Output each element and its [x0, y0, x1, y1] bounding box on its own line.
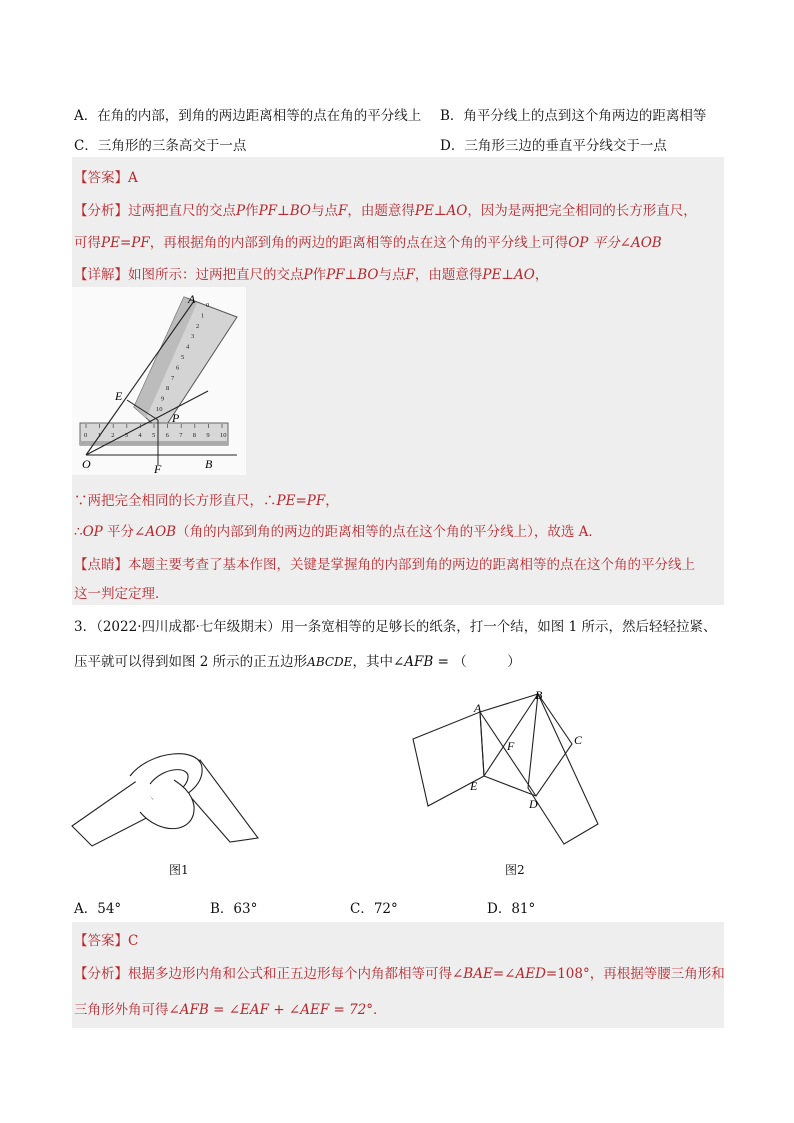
q2-option-d: D．三角形三边的垂直平分线交于一点 — [440, 138, 667, 154]
var: PE=PF — [101, 235, 150, 251]
ruler-tick-label: 10 — [156, 406, 163, 413]
var: ∠BAE=∠AED — [452, 966, 546, 982]
q2-analysis-line-1 — [74, 199, 697, 219]
analysis-tag: 【分析】 — [74, 203, 128, 219]
text: 根据多边形内角和公式和正五边形每个内角都相等可得 — [128, 966, 452, 982]
label-e: E — [470, 779, 478, 793]
text: ， — [325, 493, 339, 509]
text: ， — [534, 267, 549, 283]
ruler-tick-label: 2 — [196, 322, 200, 330]
text: ． — [373, 1002, 387, 1018]
ruler-tick-label: 0 — [206, 302, 210, 309]
q2-detail-line — [74, 263, 548, 283]
text: ∴ — [74, 524, 83, 540]
ruler-tick-label: 6 — [176, 364, 180, 372]
ruler-tick-label: 4 — [138, 432, 142, 439]
ruler-tick-label: 5 — [181, 354, 185, 361]
label-f: F — [507, 739, 515, 753]
answer-value: A — [128, 170, 138, 186]
var: P — [236, 203, 246, 219]
text: 可得 — [74, 235, 101, 251]
var: F — [337, 203, 348, 219]
q2-because-line — [74, 489, 339, 509]
var: PF⊥BO — [258, 203, 311, 219]
q2-therefore-line — [74, 520, 602, 540]
q3-analysis-line-2 — [74, 998, 387, 1018]
analysis-tag: 【分析】 — [74, 966, 128, 982]
label-a: A — [188, 292, 196, 306]
var: PF⊥BO — [326, 267, 379, 283]
label-b: B — [535, 688, 543, 702]
figure-1-caption: 图1 — [169, 863, 189, 877]
text: ，再根据角的内部到角的两边的距离相等的点在这个角的平分线上可得 — [149, 235, 569, 251]
text: 与点 — [310, 203, 338, 219]
ruler-diagram-svg — [72, 287, 246, 475]
point-tag: 【点睛】 — [74, 557, 128, 573]
var: F — [405, 267, 415, 283]
ruler-tick-label: 8 — [166, 385, 170, 393]
var: P — [303, 267, 313, 283]
text: ，其中 — [352, 654, 393, 670]
text: 平分 — [102, 524, 135, 540]
q2-point-line-1 — [74, 553, 695, 573]
label-d: D — [529, 797, 538, 811]
text: 作 — [312, 267, 327, 283]
var: PE⊥AO — [414, 203, 468, 219]
text: 与点 — [378, 267, 406, 283]
text: ，由题意得 — [414, 267, 483, 283]
q2-analysis-line-2 — [74, 231, 662, 251]
q3-analysis-line-1 — [74, 962, 725, 982]
var: PE⊥AO — [482, 267, 535, 283]
text: 三角形外角可得 — [74, 1002, 169, 1018]
text: 压平就可以得到如图 2 所示的正五边形 — [74, 654, 308, 670]
label-e: E — [115, 389, 123, 403]
var: ∠AFB = ∠EAF + ∠AEF = 72° — [168, 1002, 374, 1018]
q2-point-line-2: 这一判定定理． — [74, 586, 169, 602]
q2-answer-line — [74, 166, 138, 186]
figure-2-caption: 图2 — [505, 863, 525, 877]
ruler-tick-label: 2 — [111, 432, 115, 439]
text: ，由题意得 — [347, 203, 415, 219]
var: ABCDE — [307, 655, 353, 669]
label-f: F — [154, 462, 162, 475]
var: PE=PF — [276, 493, 326, 509]
q3-option-a: A．54° — [74, 901, 122, 917]
ruler-tick-label: 4 — [186, 343, 190, 351]
label-o: O — [82, 457, 91, 471]
var: OP 平分∠AOB — [568, 235, 662, 251]
var: ∠AFB — [392, 654, 434, 670]
text: = （ ） — [433, 654, 521, 670]
figure-2-pentagon — [408, 686, 608, 854]
ruler-tick-label: 7 — [171, 374, 175, 382]
answer-tag: 【答案】 — [74, 170, 128, 186]
answer-tag: 【答案】 — [74, 933, 128, 949]
label-a: A — [474, 701, 482, 715]
var: ∠AOB — [134, 524, 177, 540]
ruler-tick-label: 9 — [206, 432, 210, 439]
ruler-tick-label: 3 — [191, 333, 195, 341]
text: 如图所示：过两把直尺的交点 — [128, 267, 304, 283]
ruler-tick-label: 9 — [161, 395, 165, 403]
var: OP — [82, 524, 103, 540]
label-c: C — [574, 733, 583, 747]
q3-stem-line-1: 3．（2022·四川成都·七年级期末）用一条宽相等的足够长的纸条，打一个结，如图 1 所示，然后轻轻拉紧、 — [74, 619, 717, 635]
answer-value: C — [128, 933, 139, 949]
text: 过两把直尺的交点 — [128, 203, 236, 219]
ruler-tick-label: 3 — [124, 432, 129, 439]
figure-1-knot — [70, 740, 270, 852]
ruler-tick-label: 0 — [84, 432, 88, 439]
q3-option-d: D．81° — [487, 901, 536, 917]
diagonal-be — [484, 694, 538, 776]
strip-right — [528, 694, 598, 844]
text: ，因为是两把完全相同的长方形直尺， — [467, 203, 697, 219]
q3-option-b: B．63° — [210, 901, 258, 917]
ruler-tick-label: 10 — [220, 432, 227, 439]
ruler-tick-label: 1 — [201, 312, 205, 320]
text: =108°，再根据等腰三角形和 — [545, 966, 725, 982]
label-p: P — [172, 411, 180, 425]
q3-answer-line — [74, 929, 138, 949]
text: （角的内部到角的两边的距离相等的点在这个角的平分线上），故选 A． — [176, 524, 602, 540]
q3-option-c: C．72° — [350, 901, 398, 917]
text: 本题主要考查了基本作图，关键是掌握角的内部到角的两边的距离相等的点在这个角的平分线上 — [128, 557, 695, 573]
text: ∵两把完全相同的长方形直尺，∴ — [74, 493, 277, 509]
q2-option-c: C．三角形的三条高交于一点 — [74, 138, 247, 154]
diagonal-ad — [480, 712, 536, 796]
ruler-tick-label: 6 — [165, 432, 169, 439]
q2-option-a: A．在角的内部，到角的两边距离相等的点在角的平分线上 — [74, 108, 422, 124]
text: 作 — [245, 203, 259, 219]
ruler-tick-label: 8 — [192, 432, 197, 439]
ruler-tick-label: 7 — [179, 432, 183, 439]
ruler-tick-label: 5 — [152, 432, 156, 439]
ruler-tick-label: 1 — [97, 432, 101, 439]
ruler-figure — [72, 287, 246, 475]
label-b: B — [205, 457, 213, 471]
q3-stem-line-2 — [74, 650, 521, 670]
detail-tag: 【详解】 — [74, 267, 128, 283]
q2-option-b: B．角平分线上的点到这个角两边的距离相等 — [440, 108, 707, 124]
